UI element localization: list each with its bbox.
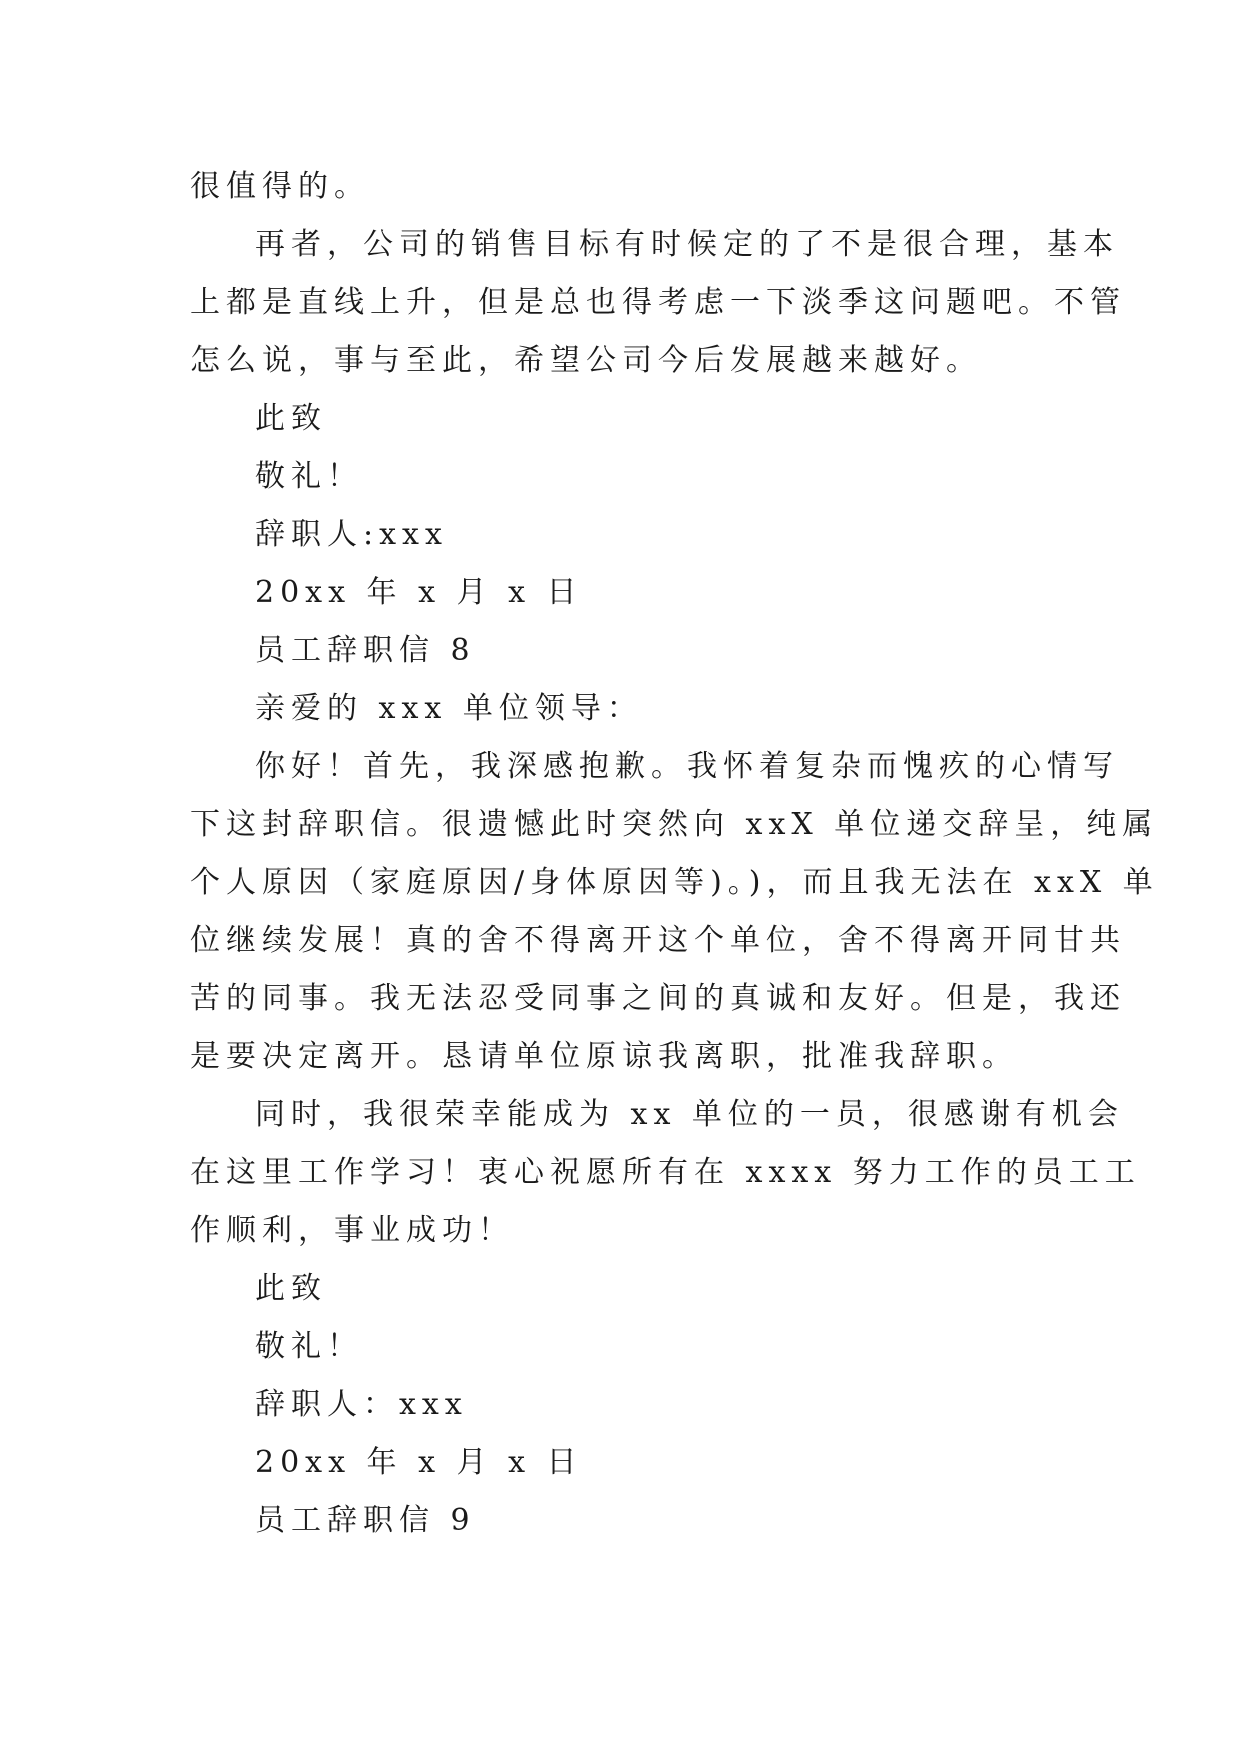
section-heading: 员工辞职信 8 xyxy=(255,633,476,668)
closing-regards: 敬礼！ xyxy=(255,459,363,494)
paragraph-line: 下这封辞职信。很遗憾此时突然向 xxX 单位递交辞呈，纯属 xyxy=(190,807,1159,842)
closing-regards: 敬礼！ xyxy=(255,1329,363,1364)
paragraph-line: 再者，公司的销售目标有时候定的了不是很合理，基本 xyxy=(255,227,1119,262)
paragraph-line: 同时，我很荣幸能成为 xx 单位的一员，很感谢有机会 xyxy=(255,1097,1124,1132)
paragraph-line: 位继续发展！真的舍不得离开这个单位，舍不得离开同甘共 xyxy=(190,923,1126,958)
section-heading: 员工辞职信 9 xyxy=(255,1503,476,1538)
paragraph-line: 是要决定离开。恳请单位原谅我离职，批准我辞职。 xyxy=(190,1039,1018,1074)
document-body xyxy=(190,158,1159,1550)
paragraph-line: 苦的同事。我无法忍受同事之间的真诚和友好。但是，我还 xyxy=(190,981,1126,1016)
date-line: 20xx 年 x 月 x 日 xyxy=(255,1445,583,1480)
closing-salutation: 此致 xyxy=(255,1271,327,1306)
paragraph-line: 在这里工作学习！衷心祝愿所有在 xxxx 努力工作的员工工 xyxy=(190,1155,1141,1190)
paragraph-line: 个人原因（家庭原因/身体原因等)。)，而且我无法在 xxX 单 xyxy=(190,865,1159,900)
paragraph-line: 很值得的。 xyxy=(190,169,370,204)
paragraph-line: 你好！首先，我深感抱歉。我怀着复杂而愧疚的心情写 xyxy=(255,749,1119,784)
paragraph-line: 怎么说，事与至此，希望公司今后发展越来越好。 xyxy=(190,343,982,378)
paragraph-line: 上都是直线上升，但是总也得考虑一下淡季这问题吧。不管 xyxy=(190,285,1126,320)
signature-line: 辞职人:xxx xyxy=(255,517,448,552)
paragraph-line: 作顺利，事业成功！ xyxy=(190,1213,514,1248)
greeting-line: 亲爱的 xxx 单位领导： xyxy=(255,691,643,726)
closing-salutation: 此致 xyxy=(255,401,327,436)
signature-line: 辞职人：xxx xyxy=(255,1387,468,1422)
date-line: 20xx 年 x 月 x 日 xyxy=(255,575,583,610)
